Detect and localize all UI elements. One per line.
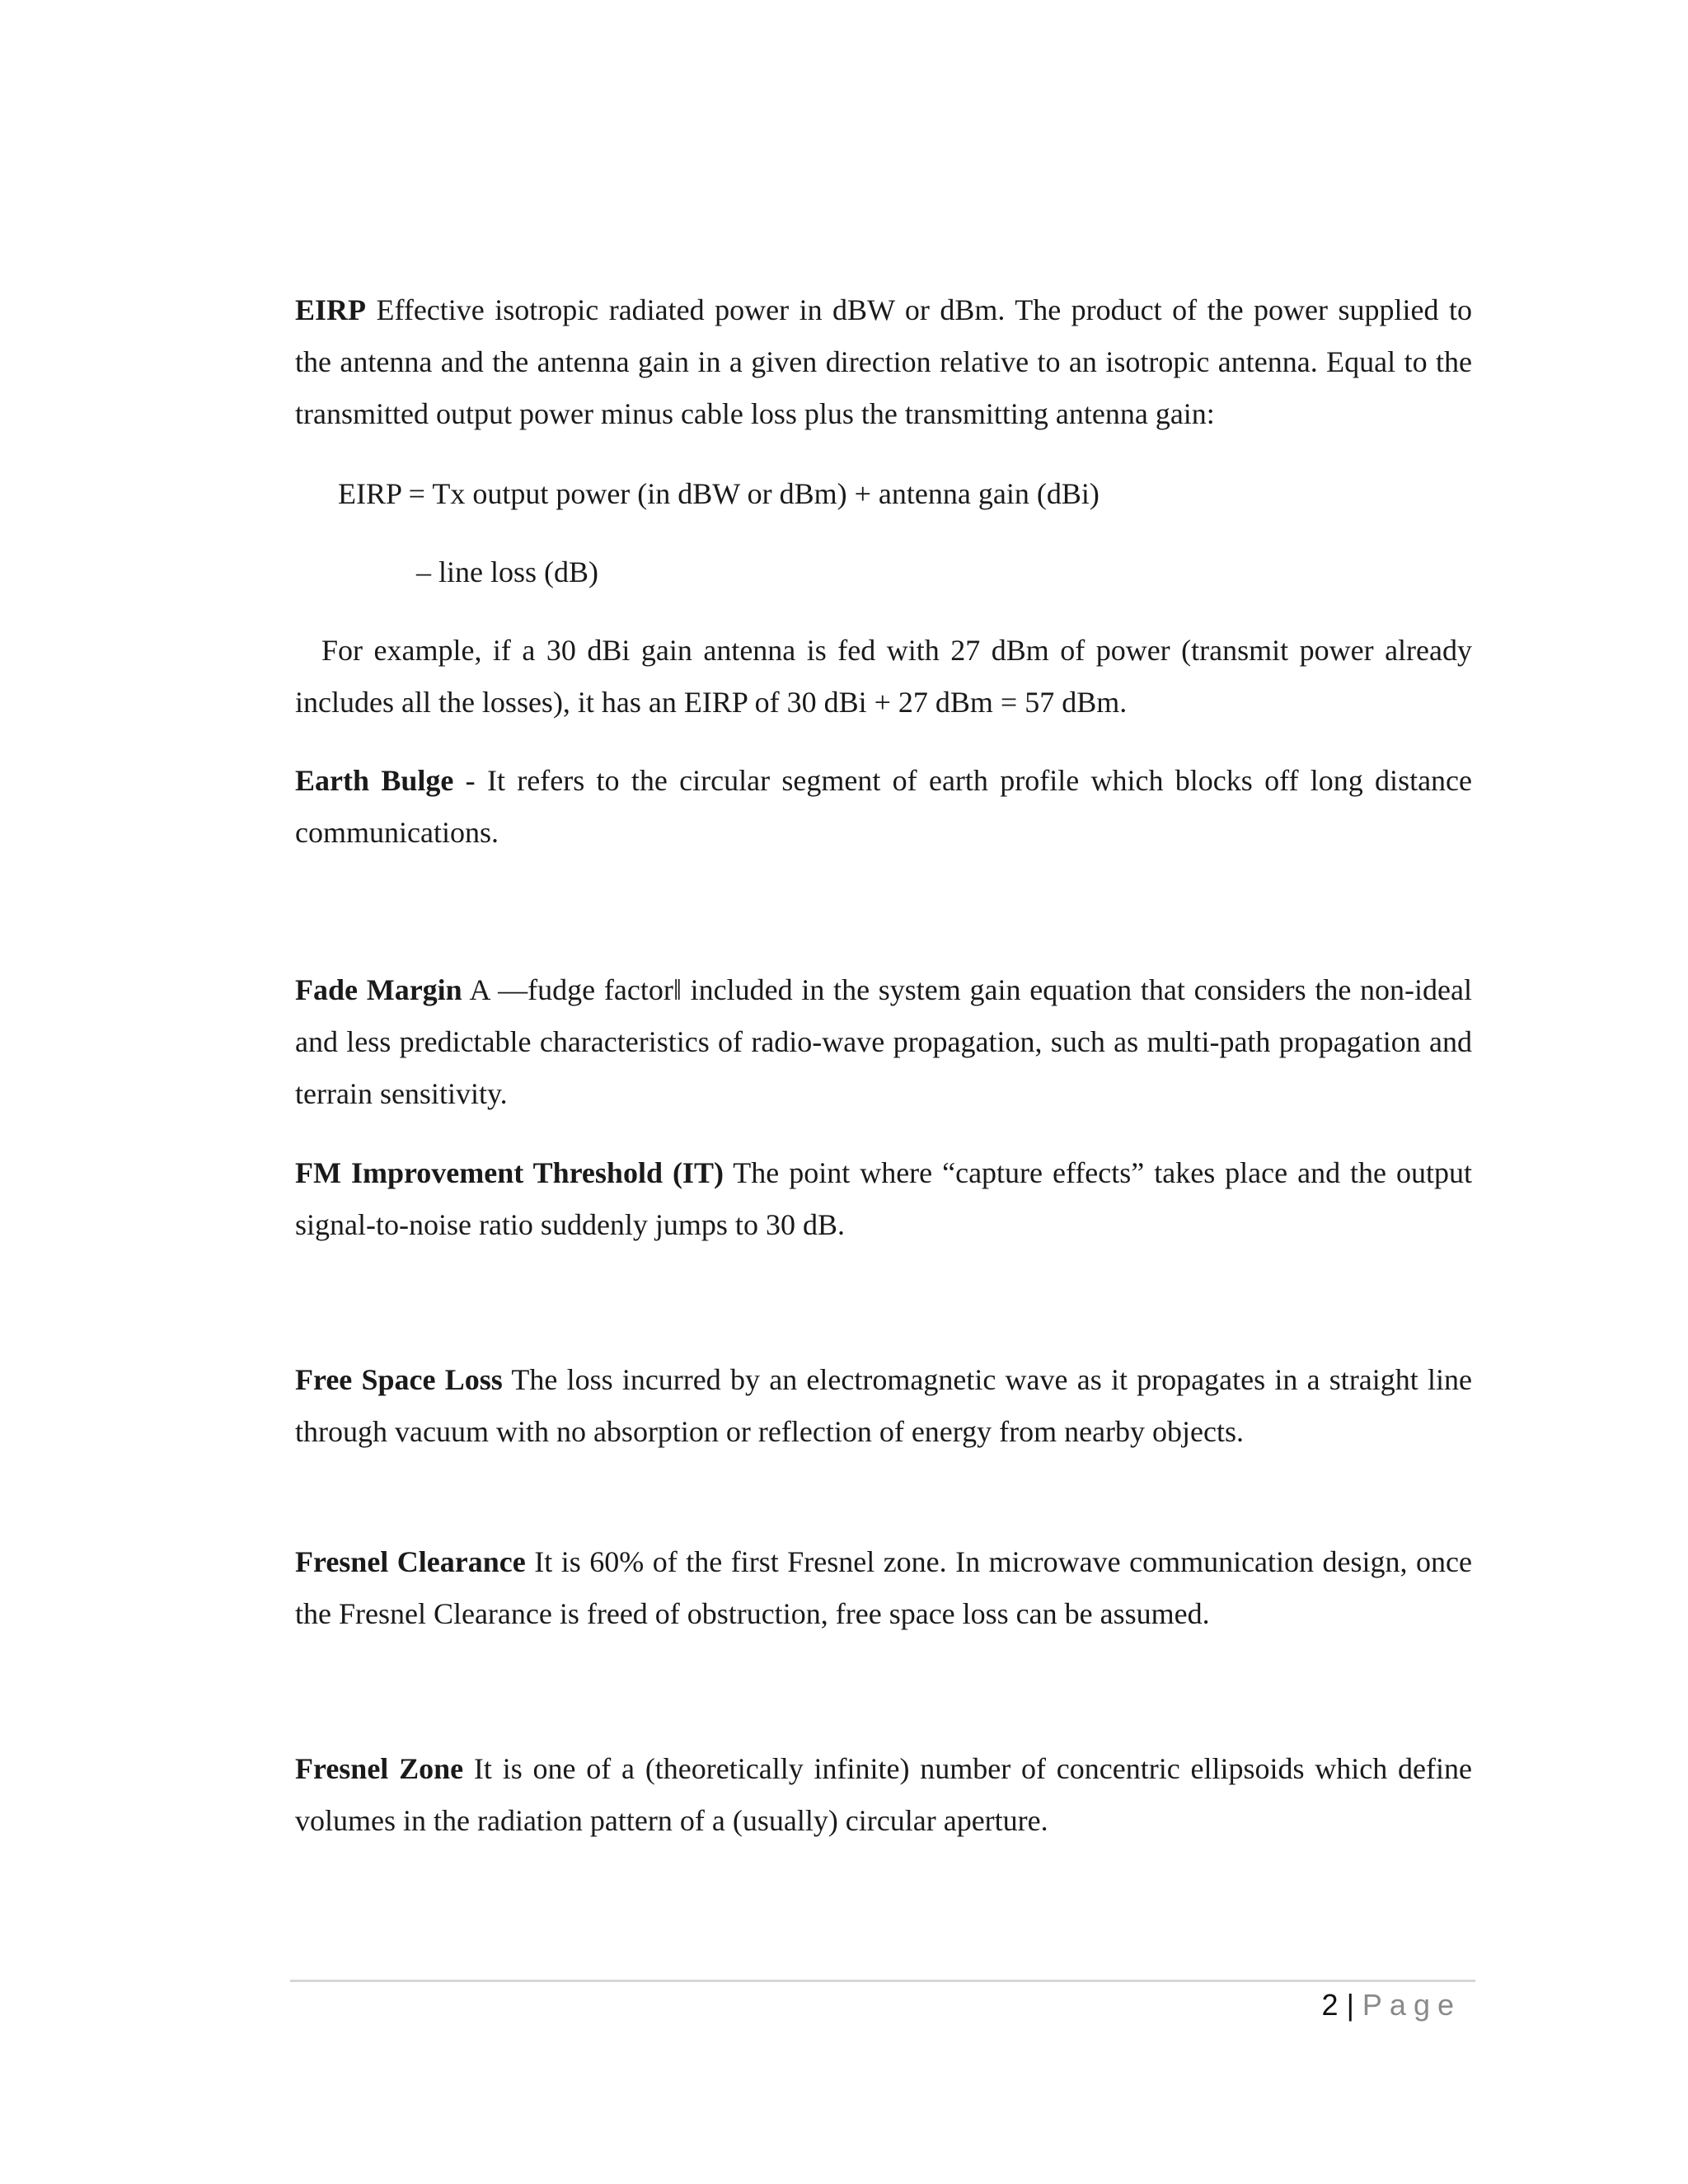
definition-earth-bulge: - It refers to the circular segment of earth profile which blocks off long distance communications. — [295, 764, 1473, 849]
eirp-equation-line-1: EIRP = Tx output power (in dBW or dBm) + antenna gain (dBi) — [338, 477, 1100, 510]
term-fresnel-zone: Fresnel Zone — [295, 1752, 464, 1785]
page-label: Page — [1362, 1988, 1461, 2022]
entry-fresnel-zone — [295, 1743, 1472, 1847]
entry-fresnel-clearance — [295, 1536, 1472, 1640]
footer-divider — [290, 1980, 1475, 1982]
term-fresnel-clearance: Fresnel Clearance — [295, 1545, 526, 1578]
entry-free-space-loss — [295, 1354, 1472, 1458]
page-footer — [1322, 1985, 1461, 2026]
term-earth-bulge: Earth Bulge — [295, 764, 454, 797]
footer-separator: | — [1346, 1988, 1354, 2022]
page-number: 2 — [1321, 1988, 1339, 2022]
eirp-example: For example, if a 30 dBi gain antenna is fed with 27 dBm of power (transmit power already includes all the losses), it has an EIRP of 30 dBi + 27 dBm = 57 dBm. — [295, 634, 1472, 719]
entry-fm-improvement-threshold — [295, 1147, 1472, 1251]
entry-fade-margin — [295, 964, 1472, 1120]
definition-fresnel-clearance: It is 60% of the first Fresnel zone. In microwave communication design, once the Fresnel Clearance is freed of obstruction, free space loss can be assumed. — [295, 1545, 1472, 1630]
term-fade-margin: Fade Margin — [295, 973, 462, 1006]
definition-fresnel-zone: It is one of a (theoretically infinite) number of concentric ellipsoids which define volumes in the radiation pattern of a (usually) circular aperture. — [295, 1752, 1473, 1837]
term-fm-improvement-threshold: FM Improvement Threshold (IT) — [295, 1156, 724, 1189]
term-eirp: EIRP — [295, 293, 367, 326]
eirp-equation-line-2: – line loss (dB) — [416, 555, 598, 588]
definition-fm-improvement-threshold: The point where “capture effects” takes place and the output signal-to-noise ratio suddenly jumps to 30 dB. — [295, 1156, 1473, 1241]
entry-earth-bulge — [295, 755, 1472, 859]
definition-free-space-loss: The loss incurred by an electromagnetic wave as it propagates in a straight line through vacuum with no absorption or reflection of energy from nearby objects. — [295, 1363, 1472, 1448]
definition-fade-margin: A ―fudge factor‖ included in the system gain equation that considers the non-ideal and less predictable characteristics of radio-wave propagation, such as multi-path propagation and terrain sensitivity. — [295, 973, 1472, 1110]
definition-eirp: Effective isotropic radiated power in dBW or dBm. The product of the power supplied to the antenna and the antenna gain in a given direction relative to an isotropic antenna. Equal to the transmitted output power minus cable loss plus the transmitting antenna gain: — [295, 293, 1472, 430]
entry-eirp — [295, 284, 1472, 440]
term-free-space-loss: Free Space Loss — [295, 1363, 503, 1396]
